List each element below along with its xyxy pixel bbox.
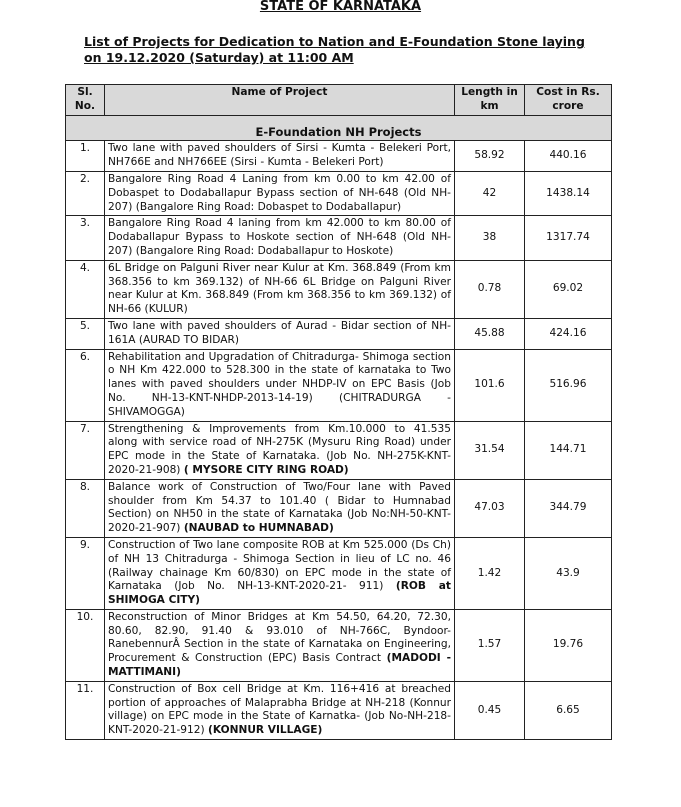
cell-sl-no: 5. <box>66 318 105 349</box>
cell-length: 47.03 <box>455 479 525 537</box>
cell-cost: 1317.74 <box>525 216 612 260</box>
projects-table <box>65 84 612 740</box>
table-row <box>66 216 612 260</box>
project-description: Bangalore Ring Road 4 laning from km 42.000 to km 80.00 of Dodaballapur Bypass to Hoskote section of NH-648 (Old NH-207) (Bangalore Ring Road: Dodaballapur to Hoskote) <box>108 217 451 257</box>
cell-project-name <box>105 349 455 421</box>
cell-cost: 440.16 <box>525 141 612 172</box>
table-row <box>66 421 612 479</box>
project-description: Reconstruction of Minor Bridges at Km 54.50, 64.20, 72.30, 80.60, 82.90, 91.40 & 93.010 of NH-766C, Byndoor-RanebennurÂ Section in the state of Karnataka on Engineering, Procurement & Construction (EPC) Basis Contract <box>108 610 451 665</box>
table-row <box>66 537 612 609</box>
table-row <box>66 609 612 681</box>
table-row <box>66 681 612 739</box>
cell-project-name <box>105 609 455 681</box>
section-row <box>66 115 612 141</box>
cell-sl-no: 4. <box>66 260 105 318</box>
cell-project-name <box>105 537 455 609</box>
cell-project-name <box>105 141 455 172</box>
cell-sl-no: 7. <box>66 421 105 479</box>
project-description: Bangalore Ring Road 4 Laning from km 0.00 to km 42.00 of Dobaspet to Dodaballapur Bypass section of NH-648 (Old NH-207) (Bangalore Ring Road: Dobaspet to Dodaballapur) <box>108 172 451 213</box>
cell-project-name <box>105 681 455 739</box>
project-location-tag: (MADODI - MATTIMANI) <box>108 652 451 679</box>
table-row <box>66 349 612 421</box>
cell-length: 31.54 <box>455 421 525 479</box>
cell-sl-no: 3. <box>66 216 105 260</box>
table-row <box>66 260 612 318</box>
project-location-tag: (KONNUR VILLAGE) <box>208 724 323 737</box>
cell-length: 58.92 <box>455 141 525 172</box>
project-description: Balance work of Construction of Two/Four lane with Paved shoulder from Km 54.37 to 101.40 ( Bidar to Humnabad Section) on NH50 in the state of Karnataka (Job No:NH-50-KNT-2020-21-907) <box>108 480 451 535</box>
project-location-tag: ( MYSORE CITY RING ROAD) <box>183 463 349 476</box>
section-title: E-Foundation NH Projects <box>66 115 612 141</box>
cell-length: 45.88 <box>455 318 525 349</box>
header-length: Length in km <box>455 85 525 116</box>
header-sl-no: Sl. No. <box>66 85 105 116</box>
cell-length: 38 <box>455 216 525 260</box>
cell-cost: 69.02 <box>525 260 612 318</box>
cell-sl-no: 10. <box>66 609 105 681</box>
state-heading: STATE OF KARNATAKA <box>259 0 422 14</box>
cell-cost: 19.76 <box>525 609 612 681</box>
header-cost: Cost in Rs. crore <box>525 85 612 116</box>
table-row <box>66 171 612 215</box>
cell-project-name <box>105 318 455 349</box>
cell-sl-no: 6. <box>66 349 105 421</box>
project-description: Rehabilitation and Upgradation of Chitradurga- Shimoga section o NH Km 422.000 to 528.300 in the state of karnataka to Two lanes with paved shoulders under NHDP-IV on EPC Basis (Job No. NH-13-KNT-NHDP-2013-14-19) (CHITRADURGA - SHIVAMOGGA) <box>108 350 451 418</box>
cell-cost: 344.79 <box>525 479 612 537</box>
cell-cost: 424.16 <box>525 318 612 349</box>
cell-length: 42 <box>455 171 525 215</box>
cell-cost: 1438.14 <box>525 171 612 215</box>
cell-project-name <box>105 171 455 215</box>
cell-cost: 6.65 <box>525 681 612 739</box>
project-description: Construction of Box cell Bridge at Km. 116+416 at breached portion of approaches of Malaprabha Bridge at NH-218 (Konnur village) on EPC mode in the State of Karnatka- (Job No-NH-218-KNT-2020-21-912) <box>108 682 451 737</box>
project-location-tag: (NAUBAD to HUMNABAD) <box>183 522 334 535</box>
table-row <box>66 318 612 349</box>
cell-length: 101.6 <box>455 349 525 421</box>
cell-sl-no: 1. <box>66 141 105 172</box>
cell-project-name <box>105 479 455 537</box>
table-row <box>66 141 612 172</box>
project-description: 6L Bridge on Palguni River near Kulur at Km. 368.849 (From km 368.356 to km 369.132) of NH-66 6L Bridge on Palguni River near Kulur at Km. 368.849 (From km 368.356 to km 369.132) of NH-66 (KULUR) <box>108 261 451 316</box>
cell-length: 1.57 <box>455 609 525 681</box>
cell-length: 0.78 <box>455 260 525 318</box>
project-location-tag: (ROB at SHIMOGA CITY) <box>108 580 451 607</box>
header-project-name: Name of Project <box>105 85 455 116</box>
project-description: Construction of Two lane composite ROB at Km 525.000 (Ds Ch) of NH 13 Chitradurga - Shimoga Section in lieu of LC no. 46 (Railway chainage Km 60/830) on EPC mode in the state of Karnataka (Job No. NH-13-KNT-2020-21- 911) <box>108 538 451 593</box>
cell-length: 1.42 <box>455 537 525 609</box>
cell-sl-no: 2. <box>66 171 105 215</box>
cell-cost: 516.96 <box>525 349 612 421</box>
project-description: Two lane with paved shoulders of Aurad - Bidar section of NH-161A (AURAD TO BIDAR) <box>108 319 451 346</box>
project-description: Two lane with paved shoulders of Sirsi - Kumta - Belekeri Port, NH766E and NH766EE (Sirsi - Kumta - Belekeri Port) <box>108 142 451 169</box>
table-row <box>66 479 612 537</box>
cell-cost: 144.71 <box>525 421 612 479</box>
cell-cost: 43.9 <box>525 537 612 609</box>
cell-sl-no: 9. <box>66 537 105 609</box>
table-header-row <box>66 85 612 116</box>
document-subtitle: List of Projects for Dedication to Nation and E-Foundation Stone laying on 19.12.2020 (Saturday) at 11:00 AM <box>84 34 585 65</box>
cell-project-name <box>105 260 455 318</box>
cell-project-name <box>105 421 455 479</box>
cell-sl-no: 8. <box>66 479 105 537</box>
cell-length: 0.45 <box>455 681 525 739</box>
cell-project-name <box>105 216 455 260</box>
project-description: Strengthening & Improvements from Km.10.000 to 41.535 along with service road of NH-275K (Mysuru Ring Road) under EPC mode in the State of Karnataka. (Job No. NH-275K-KNT-2020-21-908) <box>108 422 451 476</box>
cell-sl-no: 11. <box>66 681 105 739</box>
